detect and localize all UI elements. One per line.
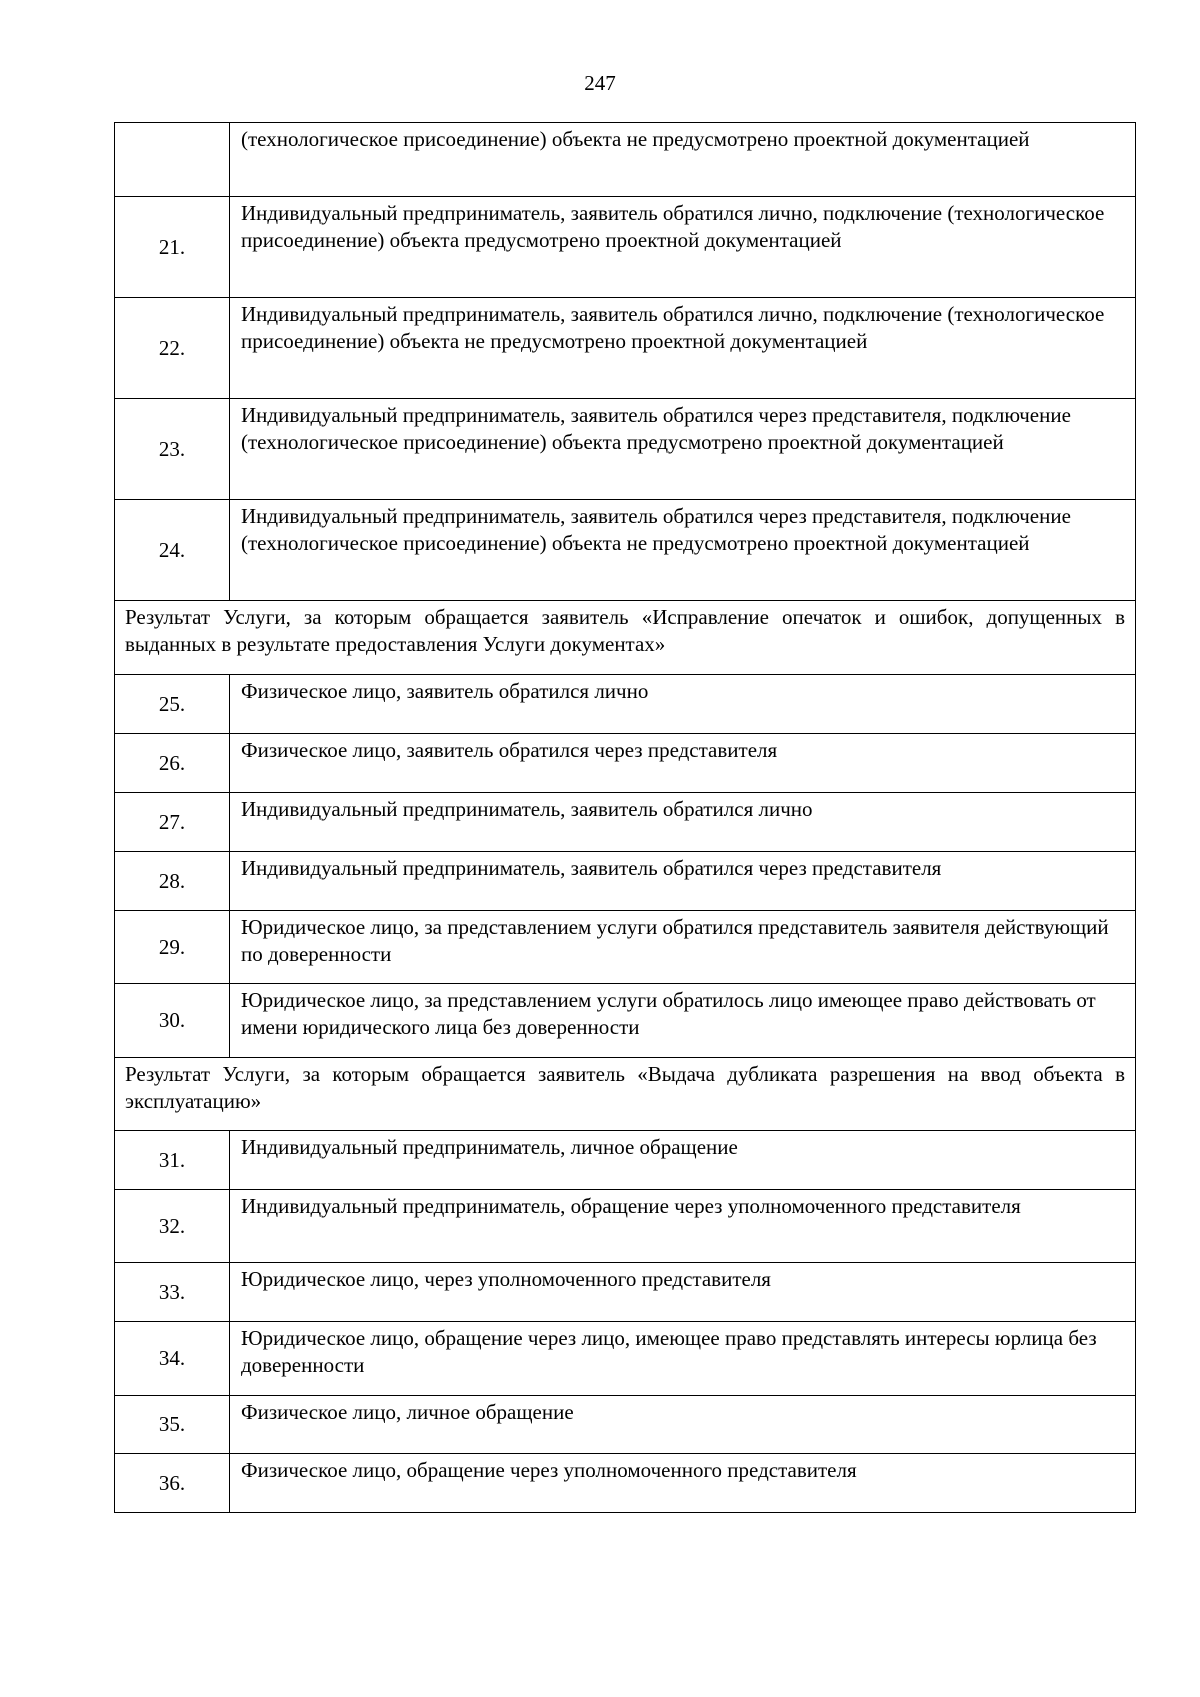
row-number: 21. — [115, 197, 230, 298]
row-description: Юридическое лицо, обращение через лицо, имеющее право представлять интересы юрлица без доверенности — [230, 1322, 1136, 1396]
row-description: Юридическое лицо, за представлением услуги обратилось лицо имеющее право действовать от имени юридического лица без доверенности — [230, 984, 1136, 1058]
row-description: Индивидуальный предприниматель, заявитель обратился лично, подключение (технологическое присоединение) объекта предусмотрено проектной документацией — [230, 197, 1136, 298]
row-number: 33. — [115, 1263, 230, 1322]
applicant-variants-table — [114, 122, 1136, 1513]
row-description: Индивидуальный предприниматель, личное обращение — [230, 1131, 1136, 1190]
table-row — [115, 1131, 1136, 1190]
table-row — [115, 399, 1136, 500]
row-number: 36. — [115, 1454, 230, 1513]
table-row — [115, 500, 1136, 601]
row-description: Индивидуальный предприниматель, заявитель обратился через представителя, подключение (технологическое присоединение) объекта не предусмотрено проектной документацией — [230, 500, 1136, 601]
row-description: Индивидуальный предприниматель, заявитель обратился через представителя — [230, 852, 1136, 911]
table-row — [115, 675, 1136, 734]
row-number: 30. — [115, 984, 230, 1058]
row-description: Индивидуальный предприниматель, заявитель обратился лично, подключение (технологическое присоединение) объекта не предусмотрено проектной документацией — [230, 298, 1136, 399]
row-description: Физическое лицо, заявитель обратился лично — [230, 675, 1136, 734]
table-row — [115, 123, 1136, 197]
row-description: Физическое лицо, личное обращение — [230, 1396, 1136, 1454]
table-row — [115, 1454, 1136, 1513]
section-header-row — [115, 601, 1136, 675]
table-row — [115, 734, 1136, 793]
section-header-row — [115, 1058, 1136, 1131]
row-description: Индивидуальный предприниматель, заявитель обратился лично — [230, 793, 1136, 852]
row-description: Индивидуальный предприниматель, обращение через уполномоченного представителя — [230, 1190, 1136, 1263]
row-description: Индивидуальный предприниматель, заявитель обратился через представителя, подключение (технологическое присоединение) объекта предусмотрено проектной документацией — [230, 399, 1136, 500]
page-number: 247 — [584, 71, 616, 95]
row-number: 26. — [115, 734, 230, 793]
row-number: 22. — [115, 298, 230, 399]
table-row — [115, 1190, 1136, 1263]
row-number: 31. — [115, 1131, 230, 1190]
row-description: (технологическое присоединение) объекта не предусмотрено проектной документацией — [230, 123, 1136, 197]
row-number: 23. — [115, 399, 230, 500]
row-description: Физическое лицо, заявитель обратился через представителя — [230, 734, 1136, 793]
table-row — [115, 911, 1136, 984]
table-body — [115, 123, 1136, 1513]
row-number: 25. — [115, 675, 230, 734]
table-row — [115, 852, 1136, 911]
row-number — [115, 123, 230, 197]
row-number: 29. — [115, 911, 230, 984]
row-number: 32. — [115, 1190, 230, 1263]
table-row — [115, 984, 1136, 1058]
table-row — [115, 1263, 1136, 1322]
table-row — [115, 793, 1136, 852]
section-header-text: Результат Услуги, за которым обращается заявитель «Исправление опечаток и ошибок, допущенных в выданных в результате предоставления Услуги документах» — [115, 601, 1136, 675]
section-header-text: Результат Услуги, за которым обращается заявитель «Выдача дубликата разрешения на ввод объекта в эксплуатацию» — [115, 1058, 1136, 1131]
row-description: Физическое лицо, обращение через уполномоченного представителя — [230, 1454, 1136, 1513]
row-number: 28. — [115, 852, 230, 911]
table-row — [115, 298, 1136, 399]
table-row — [115, 197, 1136, 298]
table-row — [115, 1322, 1136, 1396]
row-number: 34. — [115, 1322, 230, 1396]
row-description: Юридическое лицо, за представлением услуги обратился представитель заявителя действующий по доверенности — [230, 911, 1136, 984]
row-description: Юридическое лицо, через уполномоченного представителя — [230, 1263, 1136, 1322]
row-number: 27. — [115, 793, 230, 852]
row-number: 24. — [115, 500, 230, 601]
row-number: 35. — [115, 1396, 230, 1454]
table-row — [115, 1396, 1136, 1454]
